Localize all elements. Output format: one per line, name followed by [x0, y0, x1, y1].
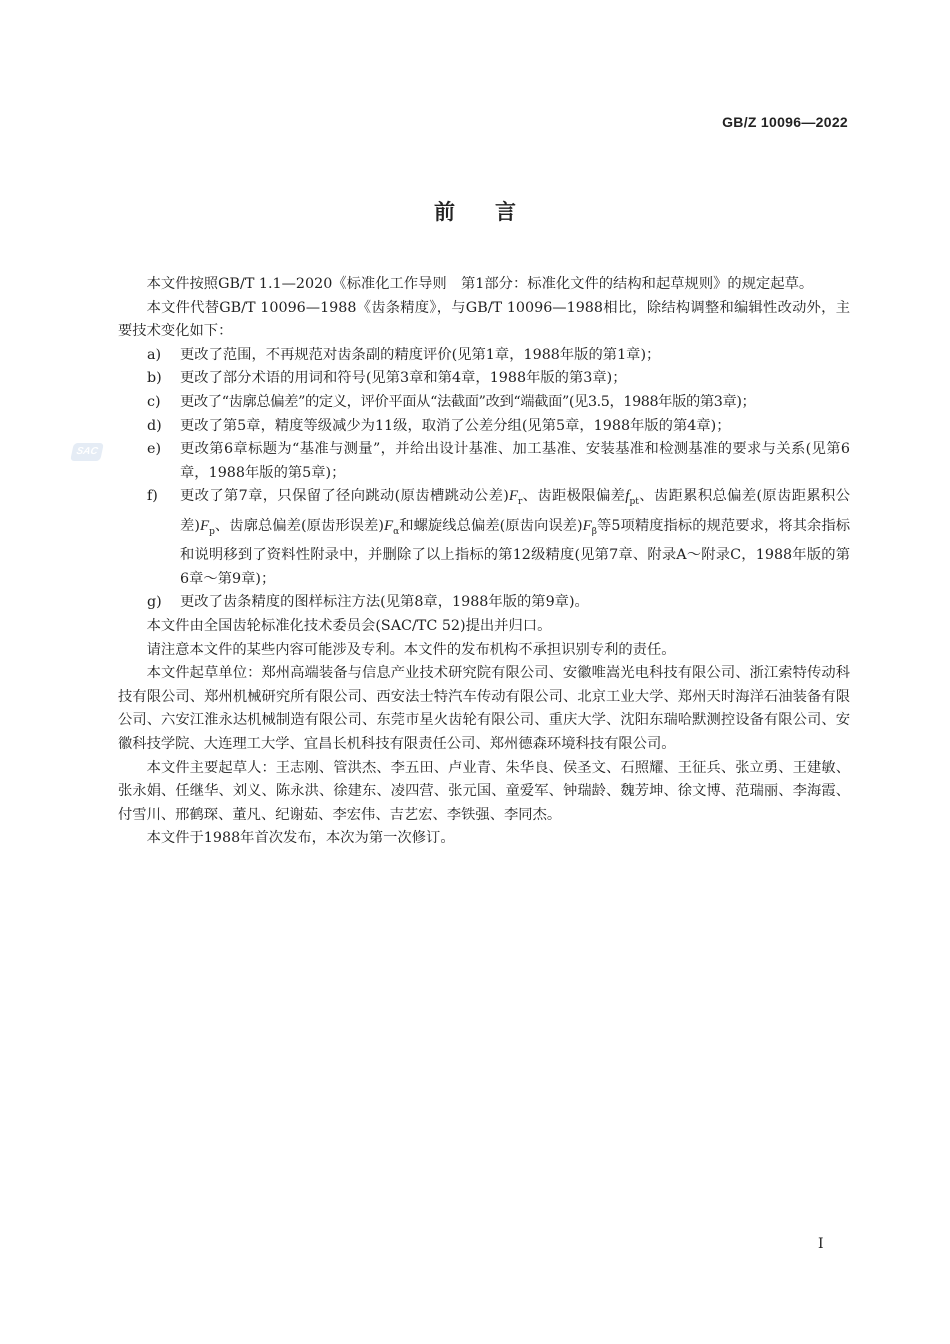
symbol: F — [383, 517, 394, 534]
text-run: 、齿距累积总偏差(原齿距累积公差) — [180, 488, 851, 534]
list-label: b) — [147, 370, 162, 387]
list-item — [118, 485, 850, 591]
symbol: F — [582, 517, 592, 534]
paragraph: 本文件于1988年首次发布，本次为第一次修订。 — [146, 830, 455, 847]
symbol-subscript: α — [393, 526, 400, 537]
text-run: 等5项精度指标的规范要求，将其余指标和说明移到了资料性附录中，并删除了以上指标的第12级精度(见第7章、附录A～附录C，1988年版的第6章～第9章)； — [180, 517, 850, 587]
document-body — [118, 273, 850, 851]
symbol-subscript: p — [209, 526, 215, 537]
paragraph: 本文件主要起草人：王志刚、管洪杰、李五田、卢业青、朱华良、侯圣文、石照耀、王征兵、张立勇、王建敏、张永娟、任继华、刘义、陈永洪、徐建东、凌四营、张元国、童爱军、钟瑞龄、魏芳坤、徐文博、范瑞丽、李海霞、付雪川、邢鹤琛、董凡、纪谢茹、李宏伟、吉艺宏、李铁强、李同杰。 — [118, 759, 850, 823]
symbol: F — [199, 517, 210, 534]
symbol: f — [625, 488, 630, 505]
list-item — [118, 438, 850, 485]
paragraph: 本文件起草单位：郑州高端装备与信息产业技术研究院有限公司、安徽唯嵩光电科技有限公司、浙江索特传动科技有限公司、郑州机械研究所有限公司、西安法士特汽车传动有限公司、北京工业大学、郑州天时海洋石油装备有限公司、六安江淮永达机械制造有限公司、东莞市星火齿轮有限公司、重庆大学、沈阳东瑞哈默测控设备有限公司、安徽科技学院、大连理工大学、宜昌长机科技有限责任公司、郑州德森环境科技有限公司。 — [118, 665, 850, 752]
list-text: 更改第6章标题为“基准与测量”，并给出设计基准、加工基准、安装基准和检测基准的要求与关系(见第6章，1988年版的第5章)； — [180, 441, 850, 481]
list-text: 更改了第5章，精度等级减少为11级，取消了公差分组(见第5章，1988年版的第4章)； — [180, 417, 731, 434]
list-item — [118, 367, 850, 391]
paragraph: 请注意本文件的某些内容可能涉及专利。本文件的发布机构不承担识别专利的责任。 — [146, 641, 676, 658]
list-label: f) — [147, 488, 158, 505]
list-label: c) — [147, 393, 161, 410]
list-text: 更改了“齿廓总偏差”的定义，评价平面从“法截面”改到“端截面”(见3.5，1988年版的第3章)； — [180, 393, 756, 410]
text-run: 更改了第7章，只保留了径向跳动(原齿槽跳动公差) — [180, 488, 509, 505]
sac-watermark: SAC — [70, 443, 104, 461]
text-run: 、齿距极限偏差 — [522, 488, 626, 505]
list-text: 更改了齿条精度的图样标注方法(见第8章，1988年版的第9章)。 — [180, 594, 589, 611]
paragraph: 本文件由全国齿轮标准化技术委员会(SAC/TC 52)提出并归口。 — [146, 618, 552, 635]
list-label: e) — [147, 441, 162, 458]
page-number: I — [818, 1236, 824, 1252]
symbol-subscript: pt — [629, 497, 639, 508]
standard-number: GB/Z 10096—2022 — [722, 114, 848, 130]
list-label: d) — [147, 417, 162, 434]
list-label: a) — [147, 346, 162, 363]
list-item — [118, 391, 850, 415]
text-run: 、齿廓总偏差(原齿形误差) — [214, 517, 384, 534]
symbol-subscript: r — [517, 497, 523, 508]
paragraph: 本文件按照GB/T 1.1—2020《标准化工作导则 第1部分：标准化文件的结构和起草规则》的规定起草。 — [146, 276, 814, 292]
symbol: F — [508, 488, 518, 505]
list-label: g) — [147, 594, 162, 611]
list-item — [118, 591, 850, 615]
symbol-subscript: β — [591, 526, 597, 537]
text-run: 和螺旋线总偏差(原齿向误差) — [399, 517, 583, 534]
list-text: 更改了部分术语的用词和符号(见第3章和第4章，1988年版的第3章)； — [180, 370, 627, 387]
paragraph: 本文件代替GB/T 10096—1988《齿条精度》，与GB/T 10096—1988相比，除结构调整和编辑性改动外，主要技术变化如下： — [118, 299, 850, 340]
list-text — [180, 485, 850, 591]
page-title: 前言 — [434, 200, 556, 224]
list-item — [118, 344, 850, 368]
list-text: 更改了范围，不再规范对齿条副的精度评价(见第1章，1988年版的第1章)； — [180, 346, 661, 363]
list-item — [118, 415, 850, 439]
